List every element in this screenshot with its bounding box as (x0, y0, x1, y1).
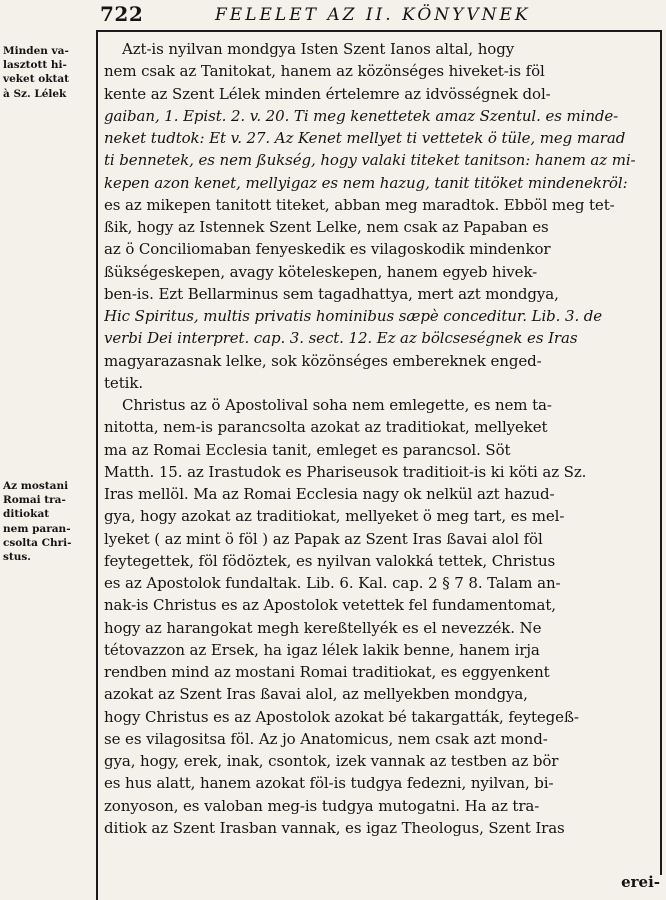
margin-note-line: Az mostani (3, 480, 69, 492)
page-number: 722 (100, 2, 144, 26)
right-rule (660, 30, 662, 875)
text-line: es hus alatt, hanem azokat föl-is tudgya fedezni, nyilvan, bi- (104, 774, 554, 793)
text-line: gya, hogy azokat az traditiokat, mellyeket ö meg tart, es mel- (104, 507, 565, 526)
catchword: erei- (621, 873, 660, 891)
text-line: gaiban, 1. Epist. 2. v. 20. Ti meg kenettetek amaz Szentul. es minde- (104, 106, 619, 125)
text-line: feytegettek, föl födöztek, es nyilvan valokká tettek, Christus (104, 551, 556, 570)
text-line: ben-is. Ezt Bellarminus sem tagadhattya, mert azt mondgya, (104, 284, 559, 303)
margin-note-line: ditiokat (3, 508, 50, 521)
text-line: Hic Spiritus, multis privatis hominibus sæpè conceditur. Lib. 3. de (104, 307, 603, 325)
text-line: rendben mind az mostani Romai traditiokat, es eggyenkent (104, 663, 550, 681)
margin-note-traditions (3, 479, 91, 564)
text-line: ßükségeskepen, avagy köteleskepen, hanem egyeb hivek- (104, 262, 538, 281)
text-line: Iras mellöl. Ma az Romai Ecclesia nagy ok nelkül azt hazud- (104, 485, 555, 503)
text-line: tetik. (104, 373, 143, 392)
margin-note-line: lasztott hi- (3, 59, 67, 72)
text-line: ßik, hogy az Istennek Szent Lelke, nem csak az Papaban es (104, 218, 549, 236)
text-line: ditiok az Szent Irasban vannak, es igaz Theologus, Szent Iras (104, 818, 565, 837)
text-line: hogy Christus es az Apostolok azokat bé takargatták, feytegeß- (104, 707, 579, 726)
text-line: az ö Conciliomaban fenyeskedik es vilagoskodik mindenkor (104, 240, 551, 259)
text-line: azokat az Szent Iras ßavai alol, az mellyekben mondgya, (104, 685, 528, 704)
text-line: neket tudtok: Et v. 27. Az Kenet mellyet ti vettetek ö tüle, meg marad (104, 129, 626, 147)
text-line: kepen azon kenet, mellyigaz es nem hazug, tanit titöket mindenekröl: (104, 173, 628, 192)
margin-note-line: csolta Chri- (3, 536, 72, 549)
margin-note-line: Romai tra- (3, 494, 66, 507)
margin-note-line: stus. (3, 551, 31, 564)
margin-note-line: nem paran- (3, 522, 71, 535)
text-line: Matth. 15. az Irastudok es Phariseusok traditioit-is ki köti az Sz. (104, 462, 587, 481)
text-line: zonyoson, es valoban meg-is tudgya mutogatni. Ha az tra- (104, 796, 540, 815)
left-rule (96, 30, 98, 900)
text-line: es az Apostolok fundaltak. Lib. 6. Kal. cap. 2 § 7 8. Talam an- (104, 574, 561, 592)
text-line: ma az Romai Ecclesia tanit, emleget es parancsol. Söt (104, 440, 511, 459)
top-rule (96, 30, 662, 32)
text-line: ti bennetek, es nem ßukség, hogy valaki titeket tanitson: hanem az mi- (104, 151, 636, 170)
text-line: nem csak az Tanitokat, hanem az közönséges hiveket-is föl (104, 62, 545, 81)
body-text (104, 38, 656, 839)
margin-note-line: à Sz. Lélek (3, 87, 67, 100)
running-title: FELELET AZ II. KÖNYVNEK (215, 5, 531, 25)
text-line: Christus az ö Apostolival soha nem emlegette, es nem ta- (122, 396, 552, 414)
text-line: Azt-is nyilvan mondgya Isten Szent Ianos altal, hogy (122, 40, 515, 58)
text-line: verbi Dei interpret. cap. 3. sect. 12. Ez az bölcseségnek es Iras (104, 329, 578, 348)
text-line: kente az Szent Lélek minden értelemre az idvösségnek dol- (104, 84, 551, 103)
text-line: nak-is Christus es az Apostolok vetettek fel fundamentomat, (104, 596, 556, 615)
text-line: magyarazasnak lelke, sok közönséges embereknek enged- (104, 351, 542, 370)
text-line: hogy az harangokat megh kereßtellyék es el nevezzék. Ne (104, 618, 542, 637)
text-line: tétovazzon az Ersek, ha igaz lélek lakik benne, hanem irja (104, 640, 540, 659)
margin-note-line: Minden va- (3, 45, 69, 57)
text-line: nitotta, nem-is parancsolta azokat az traditiokat, mellyeket (104, 418, 548, 437)
text-line: se es vilagositsa föl. Az jo Anatomicus, nem csak azt mond- (104, 729, 548, 748)
text-line: es az mikepen tanitott titeket, abban meg maradtok. Ebböl meg tet- (104, 195, 615, 214)
text-line: lyeket ( az mint ö föl ) az Papak az Szent Iras ßavai alol föl (104, 529, 543, 548)
margin-note-line: veket oktat (3, 73, 70, 86)
text-line: gya, hogy, erek, inak, csontok, izek vannak az testben az bör (104, 752, 559, 770)
margin-note-holy-spirit (3, 44, 91, 101)
